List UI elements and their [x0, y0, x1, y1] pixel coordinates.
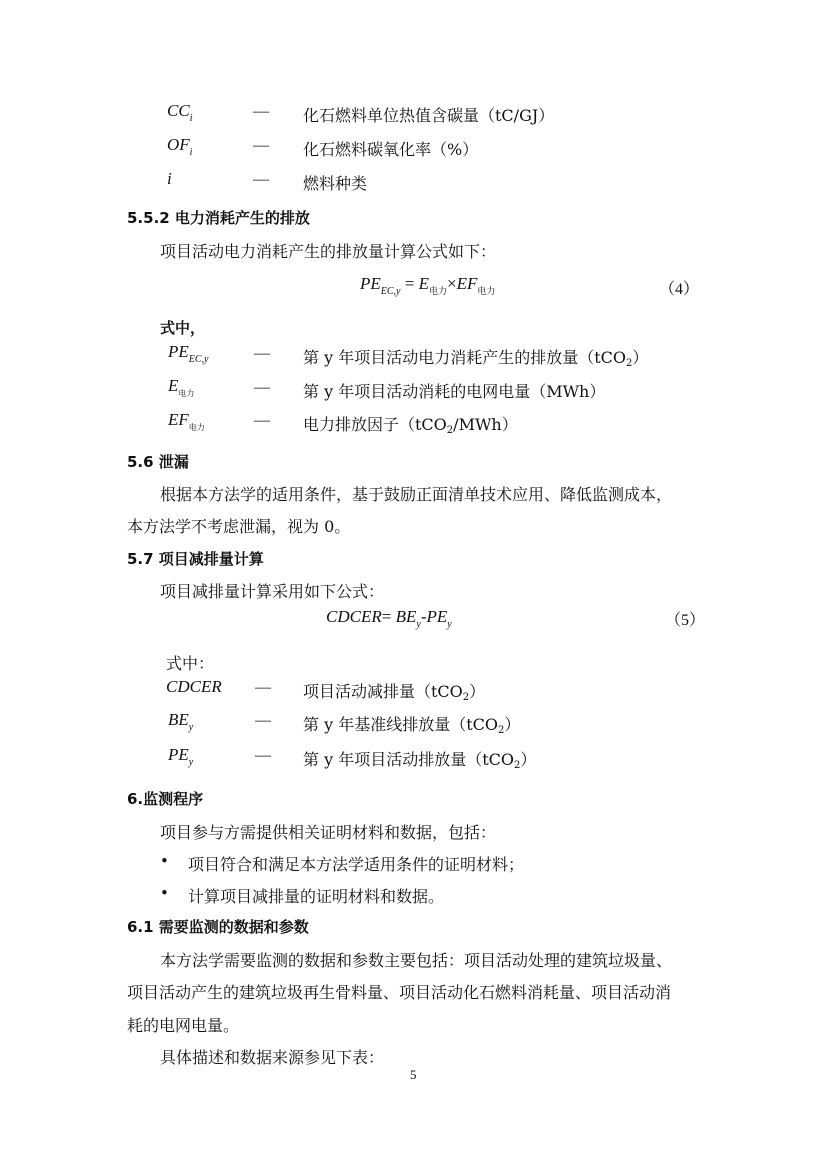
def-desc-i: 燃料种类: [303, 174, 368, 193]
section-heading-5-6: 5.6 泄漏: [127, 453, 189, 471]
where-label: 式中，: [160, 319, 206, 337]
def-desc-pe-ec: 第 y 年项目活动电力消耗产生的排放量（tCO$_2$）: [303, 348, 649, 369]
def-desc-pe-y: 第 y 年项目活动排放量（tCO$_2$）: [303, 750, 537, 771]
equation-number-5: （5）: [665, 612, 706, 629]
def-symbol-pe-ec: $PE_{EC,y}$: [168, 342, 209, 365]
page-number: 5: [410, 1067, 417, 1082]
def-dash: —: [254, 345, 270, 362]
def-symbol-of: $OF_i$: [167, 135, 193, 158]
def-dash: —: [255, 747, 271, 764]
bullet-item: 项目符合和满足本方法学适用条件的证明材料；: [188, 855, 525, 874]
bullet-dot: •: [160, 884, 169, 902]
paragraph-intro-5-5-2: 项目活动电力消耗产生的排放量计算公式如下：: [160, 242, 497, 261]
def-dash: —: [254, 379, 270, 396]
equation-number-4: （4）: [659, 281, 700, 298]
paragraph-6-1-line2: 项目活动产生的建筑垃圾再生骨料量、项目活动化石燃料消耗量、项目活动消: [127, 983, 672, 1002]
def-desc-be-y: 第 y 年基准线排放量（tCO$_2$）: [303, 715, 521, 736]
equation-4: $PE_{EC,y} = E_{电力}\times EF_{电力}$: [360, 274, 496, 297]
def-symbol-be-y: $BE_y$: [168, 710, 194, 733]
paragraph-6-1-line4: 具体描述和数据来源参见下表：: [160, 1048, 385, 1067]
paragraph-intro-6: 项目参与方需提供相关证明材料和数据，包括：: [160, 823, 497, 842]
def-dash: —: [253, 103, 269, 120]
def-dash: —: [255, 679, 271, 696]
bullet-item: 计算项目减排量的证明材料和数据。: [188, 887, 445, 906]
paragraph-6-1-line3: 耗的电网电量。: [127, 1016, 240, 1035]
section-heading-6-1: 6.1 需要监测的数据和参数: [127, 918, 309, 936]
def-symbol-pe-y: $PE_y$: [168, 745, 194, 768]
def-symbol-cdcer: CDCER: [166, 677, 222, 696]
def-symbol-ef-power: $EF_{电力}$: [168, 410, 205, 432]
where-label: 式中：: [166, 654, 215, 673]
def-dash: —: [254, 412, 270, 429]
def-desc-ef-power: 电力排放因子（tCO$_2$/MWh）: [303, 415, 518, 436]
def-symbol-cc: $CC_i$: [167, 101, 193, 124]
def-symbol-e-power: $E_{电力}$: [168, 376, 195, 398]
paragraph-6-1-line1: 本方法学需要监测的数据和参数主要包括：项目活动处理的建筑垃圾量、: [160, 951, 673, 970]
paragraph-intro-5-7: 项目减排量计算采用如下公式：: [160, 582, 385, 601]
def-dash: —: [253, 171, 269, 188]
paragraph-leakage-line2: 本方法学不考虑泄漏，视为 0。: [127, 517, 351, 536]
def-dash: —: [253, 137, 269, 154]
def-desc-cdcer: 项目活动减排量（tCO$_2$）: [303, 682, 486, 703]
def-desc-e-power: 第 y 年项目活动消耗的电网电量（MWh）: [303, 382, 606, 401]
section-heading-5-7: 5.7 项目减排量计算: [127, 550, 264, 568]
section-heading-6: 6.监测程序: [127, 790, 204, 808]
def-desc-cc: 化石燃料单位热值含碳量（tC/GJ）: [303, 106, 555, 125]
section-heading-5-5-2: 5.5.2 电力消耗产生的排放: [127, 209, 310, 227]
equation-5: CDCER= $BE_y-PE_y$: [326, 607, 452, 630]
def-symbol-i: i: [167, 169, 172, 188]
paragraph-leakage-line1: 根据本方法学的适用条件，基于鼓励正面清单技术应用、降低监测成本，: [160, 485, 673, 504]
bullet-dot: •: [160, 852, 169, 870]
def-desc-of: 化石燃料碳氧化率（%）: [303, 140, 479, 159]
def-dash: —: [255, 712, 271, 729]
